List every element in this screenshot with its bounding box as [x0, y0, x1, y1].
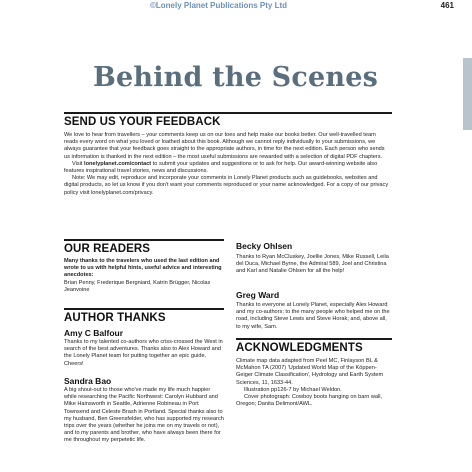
publisher-credit: ©Lonely Planet Publications Pty Ltd — [150, 1, 288, 10]
becky-ohlsen-heading: Becky Ohlsen — [236, 241, 293, 251]
sandra-bao-text: A big shout-out to those who've made my life much happier while researching the Pacific Northwest: Carolyn Hubbard and Mike Hainsworth in Seattle, Adrienne Robineau in Port Townsend and Celeste Brash in Portland. Special thanks also to my husband, Ben Greensfelder, who has supported my research trips over the years (whether he joins me on my travels or not), and to my parents and brother, who have always been there for me throughout my perpetetic life. — [64, 387, 224, 444]
climate-credit: Climate map data adapted from Peel MC, Finlayson BL & McMahon TA (2007) 'Updated World Map of the Köppen-Geiger Climate Classification', Hydrology and Earth System Sciences, 11, 1633-44. — [236, 358, 384, 386]
becky-ohlsen-text: Thanks to Ryan McCluskey, Joellie Jones, Mike Russell, Leila del Duca, Michael Byrne, the Admiral 589, Joel and Christina and Karl and Natalie Ohlsen for all the help! — [236, 254, 389, 275]
section-side-tab — [463, 58, 472, 130]
acknowledgments-body — [236, 358, 392, 408]
feedback-paragraph-1: We love to hear from travellers – your comments keep us on our toes and help make our books better. Our well-travelled team reads every word on what you loved or loathed about this book. Although we cannot reply individually to your submissions, we always guarantee that your feedback goes straight to the appropriate authors, in time for the next edition. Each person who sends us information is thanked in the next edition – the most useful submissions are rewarded with a selection of digital PDF chapters. — [64, 132, 385, 160]
readers-body — [64, 258, 224, 294]
amy-balfour-heading: Amy C Balfour — [64, 328, 124, 338]
feedback-paragraph-2 — [64, 161, 390, 175]
visit-suffix: to submit your updates and suggestions or to ask for help. Our award-winning website also features inspirational travel stories, news and discussions. — [64, 160, 378, 175]
readers-intro: Many thanks to the travelers who used the last edition and wrote to us with helpful hints, useful advice and interesting anecdotes: — [64, 258, 222, 279]
feedback-body — [64, 132, 390, 197]
cover-photo-credit: Cover photograph: Cowboy boots hanging on barn wall, Oregon; Danita Delimont/AWL. — [236, 394, 383, 408]
readers-rule — [64, 239, 224, 241]
amy-balfour-text: Thanks to my talented co-authors who criss-crossed the West in search of the best adventures. Thanks also to Alex Howard and the Lonely Planet team for putting together an epic guide. Cheers! — [64, 339, 223, 367]
contact-link[interactable]: lonelyplanet.com/contact — [84, 160, 152, 167]
readers-names: Brian Penny, Frederique Bergniard, Katrin Brügger, Nicolas Jeanvoine — [64, 279, 211, 293]
running-header — [0, 0, 472, 14]
divider-rule — [64, 112, 392, 114]
illustration-credit: Illustration pp126-7 by Michael Weldon. — [244, 386, 342, 393]
page-title: Behind the Scenes — [93, 62, 379, 93]
acknowledgments-rule — [236, 338, 392, 340]
visit-text: Visit — [72, 160, 85, 167]
page-number: 461 — [440, 1, 454, 10]
author-thanks-heading: AUTHOR THANKS — [64, 312, 166, 324]
feedback-paragraph-3: Note: We may edit, reproduce and incorporate your comments in Lonely Planet products such as guidebooks, websites and digital products, so let us know if you don't want your comments reproduced or your name acknowledged. For a copy of our privacy policy visit lonelyplanet.com/privacy. — [64, 175, 389, 196]
author-thanks-rule — [64, 308, 224, 310]
greg-ward-heading: Greg Ward — [236, 290, 280, 300]
acknowledgments-heading: ACKNOWLEDGMENTS — [236, 342, 363, 354]
greg-ward-text: Thanks to everyone at Lonely Planet, especially Alex Howard and my co-authors; to the many people who helped me on the road, including Steve Lewis and Steve Horak; and, above all, to my wife, Sam. — [236, 302, 390, 330]
readers-heading: OUR READERS — [64, 243, 151, 255]
sandra-bao-heading: Sandra Bao — [64, 376, 112, 386]
feedback-heading: SEND US YOUR FEEDBACK — [64, 116, 221, 128]
